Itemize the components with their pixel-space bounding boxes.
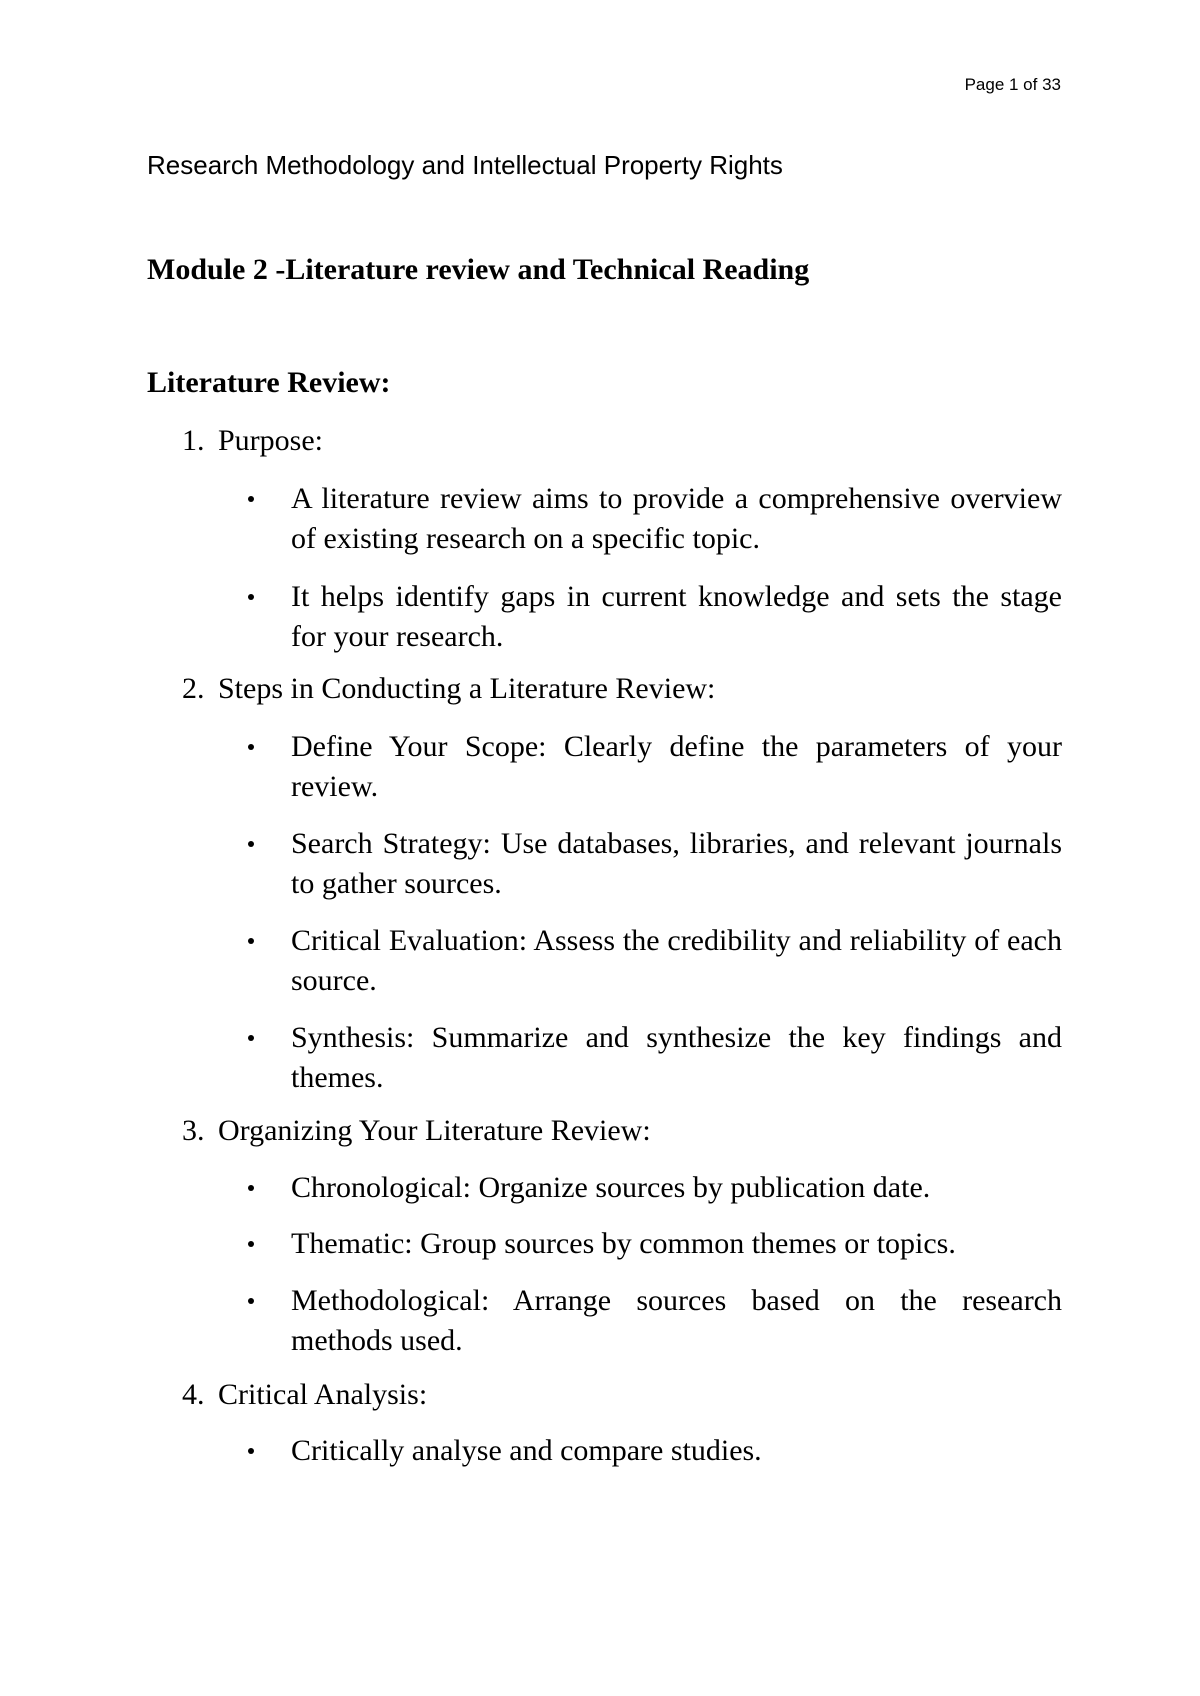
numbered-item-critical-analysis [182,1375,1062,1415]
bullet-item: Methodological: Arrange sources based on the research methods used. [291,1284,1062,1357]
bullet-icon [248,1281,272,1321]
numbered-item-steps [182,669,1062,709]
item-number: 4. [182,1378,205,1411]
bullet-icon [248,1431,272,1471]
item-number: 1. [182,424,205,457]
bullet-item: Critical Evaluation: Assess the credibility and reliability of each source. [291,924,1062,997]
bullet-item: Critically analyse and compare studies. [291,1434,762,1467]
item-title: Purpose: [218,424,323,457]
item-title: Organizing Your Literature Review: [218,1114,651,1147]
item-number: 3. [182,1114,205,1147]
bullet-icon [248,921,272,961]
module-title: Module 2 -Literature review and Technical Reading [147,253,810,286]
item-title: Critical Analysis: [218,1378,428,1411]
numbered-item-purpose [182,421,1062,461]
bullet-item: A literature review aims to provide a comprehensive overview of existing research on a specific topic. [291,482,1062,555]
item-title: Steps in Conducting a Literature Review: [218,672,716,705]
bullet-item: Thematic: Group sources by common themes or topics. [291,1227,956,1260]
bullet-item: Chronological: Organize sources by publication date. [291,1171,931,1204]
bullet-icon [248,727,272,767]
bullet-icon [248,479,272,519]
numbered-item-organizing [182,1111,1062,1151]
document-title: Research Methodology and Intellectual Property Rights [147,150,783,180]
bullet-icon [248,1224,272,1264]
bullet-icon [248,1168,272,1208]
bullet-item: Synthesis: Summarize and synthesize the key findings and themes. [291,1021,1062,1094]
page-number: Page 1 of 33 [964,75,1061,94]
bullet-icon [248,1018,272,1058]
item-number: 2. [182,672,205,705]
bullet-item: It helps identify gaps in current knowledge and sets the stage for your research. [291,580,1062,653]
bullet-icon [248,824,272,864]
section-heading: Literature Review: [147,366,391,399]
bullet-item: Search Strategy: Use databases, libraries, and relevant journals to gather sources. [291,827,1062,900]
bullet-icon [248,577,272,617]
bullet-item: Define Your Scope: Clearly define the parameters of your review. [291,730,1062,803]
